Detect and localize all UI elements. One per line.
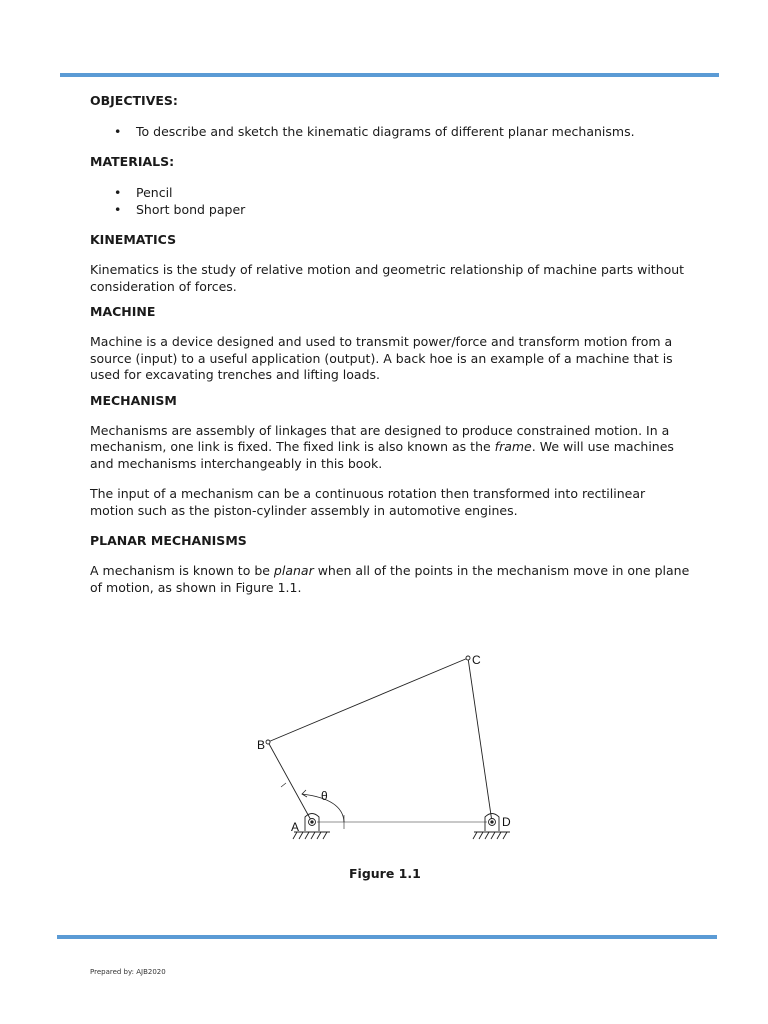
link-bc [268,658,468,742]
materials-list [90,184,690,218]
arrowhead [302,790,307,797]
link-cd [468,658,492,822]
document-body [90,93,690,596]
mechanism-paragraph-2: The input of a mechanism can be a continuous rotation then transformed into rectilinear motion such as the piston-cylinder assembly in automotive engines. [90,486,646,518]
figure-caption: Figure 1.1 [349,866,421,881]
mechanism-heading: MECHANISM [90,392,177,408]
footer-text: Prepared by: AJB2020 [90,968,166,976]
machine-heading: MACHINE [90,304,156,319]
link-ab [268,742,312,822]
four-bar-linkage-diagram [250,645,530,855]
label-theta: θ [321,789,328,803]
kinematics-heading: KINEMATICS [90,232,177,247]
kinematics-paragraph: Kinematics is the study of relative motion and geometric relationship of machine parts without consideration of forces. [90,262,685,294]
rotation-mark [281,783,286,787]
list-item: • Pencil [90,184,690,201]
list-item: • Short bond paper [90,201,690,218]
planar-heading: PLANAR MECHANISMS [90,533,247,548]
mechanism-paragraph: Mechanisms are assembly of linkages that are designed to produce constrained motion. In a mechanism, one link is fixed. The fixed link is also known as the frame. We will use machines and mechanisms interchangeably in this book. [90,422,674,471]
label-d: D [502,815,511,829]
joint-b [266,740,270,744]
label-a: A [291,820,300,834]
planar-paragraph: A mechanism is known to be planar when all of the points in the mechanism move in one plane of motion, as shown in Figure 1.1. [90,563,690,595]
frame-term: frame [494,439,532,454]
top-rule [60,73,719,77]
objectives-heading: OBJECTIVES: [90,93,178,108]
planar-term: planar [273,563,314,578]
bottom-rule [57,935,717,939]
machine-paragraph: Machine is a device designed and used to transmit power/force and transform motion from a source (input) to a useful application (output). A back hoe is an example of a machine that is used for excavating trenches and lifting loads. [90,334,673,382]
materials-heading: MATERIALS: [90,154,175,169]
label-c: C [472,653,481,667]
objectives-list [90,123,690,140]
joint-c [466,656,470,660]
list-item: • To describe and sketch the kinematic diagrams of different planar mechanisms. [90,123,690,140]
label-b: B [257,738,266,752]
